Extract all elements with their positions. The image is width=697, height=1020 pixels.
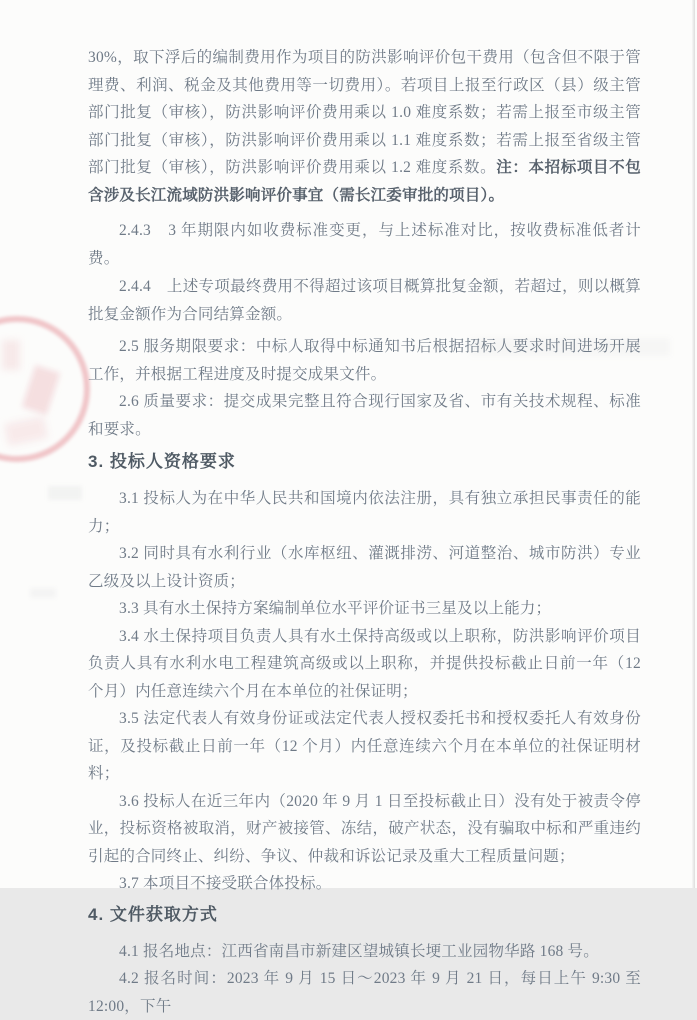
clause-3-3: 3.3 具有水土保持方案编制单位水平评价证书三星及以上能力；	[119, 600, 552, 617]
clause-2-5: 2.5 服务期限要求：中标人取得中标通知书后根据招标人要求时间进场开展工作，并根据工程进度及时提交成果文件。	[88, 338, 641, 383]
clause-3-4: 3.4 水土保持项目负责人具有水土保持高级或以上职称，防洪影响评价项目负责人具有水利水电工程建筑高级或以上职称，并提供投标截止日前一年（12 个月）内任意连续六个月在本单位的社保证明；	[88, 627, 641, 700]
scan-smudge	[48, 486, 82, 500]
clause-3-7: 3.7 本项目不接受联合体投标。	[119, 875, 332, 892]
clause-2-6: 2.6 质量要求：提交成果完整且符合现行国家及省、市有关技术规程、标准和要求。	[88, 393, 641, 438]
red-seal-stamp-smudge	[22, 365, 60, 415]
red-seal-stamp-ring	[0, 316, 90, 462]
clause-3-6: 3.6 投标人在近三年内（2020 年 9 月 1 日至投标截止日）没有处于被责令停业，投标资格被取消，财产被接管、冻结，破产状态，没有骗取中标和严重违约引起的合同终止、纠纷、争议、仲裁和诉讼记录及重大工程质量问题；	[88, 792, 641, 865]
clause-2-4-4: 2.4.4 上述专项最终费用不得超过该项目概算批复金额，若超过，则以概算批复金额作为合同结算金额。	[88, 278, 641, 323]
red-seal-stamp-smudge	[2, 340, 20, 370]
clause-2-4-3: 2.4.3 3 年期限内如收费标准变更，与上述标准对比，按收费标准低者计费。	[88, 222, 641, 267]
document-body	[88, 44, 641, 1020]
section-heading-bidder-qualifications: 3. 投标人资格要求	[88, 452, 236, 471]
clause-3-5: 3.5 法定代表人有效身份证或法定代表人授权委托书和授权委托人有效身份证，及投标截止日前一年（12 个月）内任意连续六个月在本单位的社保证明材料；	[88, 710, 641, 782]
clause-3-1: 3.1 投标人为在中华人民共和国境内依法注册，具有独立承担民事责任的能力；	[88, 490, 641, 535]
scan-edge-shadow	[692, 0, 695, 888]
section-heading-document-acquisition: 4. 文件获取方式	[88, 904, 218, 924]
fee-terms-text: 30%，取下浮后的编制费用作为项目的防洪影响评价包干费用（包含但不限于管理费、利润、税金及其他费用等一切费用）。若项目上报至行政区（县）级主管部门批复（审核），防洪影响评价费用乘以 1.0 难度系数；若需上报至市级主管部门批复（审核），防洪影响评价费用乘以 1.1 难度系数；若需上报至省级主管部门批复（审核），防洪影响评价费用乘以 1.2 难度系数。	[88, 49, 641, 176]
paragraph-fee-terms	[88, 44, 641, 209]
red-seal-stamp-smudge	[4, 416, 48, 446]
note-bold-text: 注：本招标项目不包含涉及长江流域防洪影响评价事宜（需长江委审批的项目）。	[88, 159, 641, 204]
clause-4-2: 4.2 报名时间：2023 年 9 月 15 日～2023 年 9 月 21 日，每日上午 9:30 至 12:00，下午	[88, 970, 641, 1015]
clause-3-2: 3.2 同时具有水利行业（水库枢纽、灌溉排涝、河道整治、城市防洪）专业乙级及以上设计资质；	[88, 545, 641, 590]
scan-smudge	[30, 588, 56, 598]
clause-4-1: 4.1 报名地点：江西省南昌市新建区望城镇长埂工业园物华路 168 号。	[119, 942, 599, 960]
